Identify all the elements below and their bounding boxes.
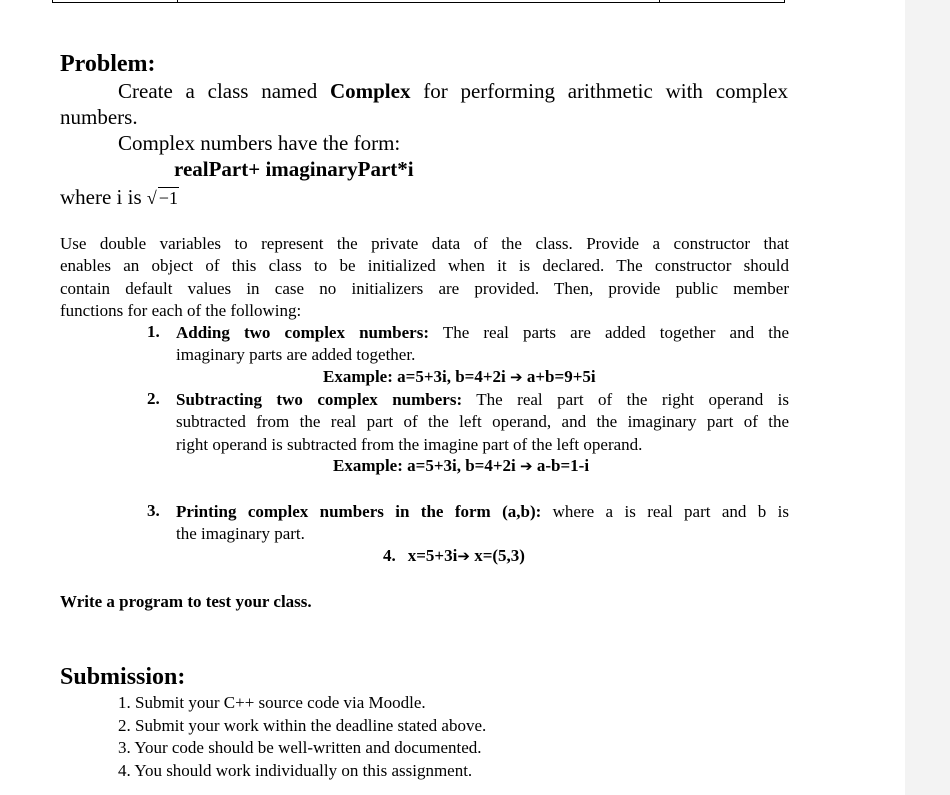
intro-line-1 [118, 79, 788, 104]
example-adding [323, 367, 596, 387]
item-line [176, 389, 789, 411]
table-bottom-edge [52, 0, 785, 3]
example-result: a+b=9+5i [522, 367, 596, 386]
class-name: Complex [329, 79, 411, 103]
item-line: imaginary parts are added together. [176, 345, 416, 365]
description-paragraph [60, 233, 789, 322]
item-line: subtracted from the real part of the left operand, and the imaginary part of the [176, 412, 789, 432]
sqrt-radicand: −1 [158, 188, 178, 208]
item-printing-example [383, 546, 525, 566]
arrow-icon: ➔ [457, 547, 470, 565]
item-line [176, 322, 789, 344]
item-text: The real parts are added together and the [429, 323, 789, 342]
where-line [60, 185, 179, 210]
example-text: x=5+3i [407, 546, 458, 565]
item-number: 1. [147, 322, 160, 341]
submission-item: 3. Your code should be well-written and documented. [118, 738, 482, 757]
intro-text: Create a class named [118, 79, 330, 103]
item-number: 3. [147, 501, 160, 520]
item-title: Subtracting two complex numbers: [176, 390, 463, 409]
paragraph-line: functions for each of the following: [60, 300, 302, 320]
viewer-side-gutter [905, 0, 950, 795]
item-number: 4. [383, 546, 396, 565]
item-line: the imaginary part. [176, 524, 305, 544]
item-text: The real part of the right operand is [462, 390, 790, 409]
submission-item: 4. You should work individually on this assignment. [118, 760, 473, 780]
item-subtracting [176, 389, 789, 456]
example-result: x=(5,3) [469, 546, 525, 565]
submission-list [118, 692, 486, 782]
item-text: where a is real part and b is [541, 502, 789, 521]
where-text: where i is [60, 185, 147, 209]
arrow-icon: ➔ [510, 368, 523, 386]
submission-item: 1. Submit your C++ source code via Moodle. [118, 693, 426, 712]
example-subtracting [333, 456, 589, 476]
paragraph-line: enables an object of this class to be initialized when it is declared. The constructor should [60, 256, 789, 276]
arrow-icon: ➔ [520, 457, 533, 475]
intro-text: for performing arithmetic with complex [410, 79, 788, 103]
paragraph-line: contain default values in case no initializers are provided. Then, provide public member [60, 278, 789, 298]
item-title: Printing complex numbers in the form (a,b): [176, 502, 542, 521]
example-text: Example: a=5+3i, b=4+2i [323, 367, 511, 386]
item-line [176, 501, 789, 523]
example-text: Example: a=5+3i, b=4+2i [333, 456, 521, 475]
problem-heading: Problem: [60, 51, 156, 77]
form-expression: realPart+ imaginaryPart*i [174, 157, 414, 181]
example-result: a-b=1-i [532, 456, 590, 475]
form-label: Complex numbers have the form: [118, 131, 401, 155]
item-title: Adding two complex numbers: [176, 323, 429, 342]
write-program-instruction: Write a program to test your class. [60, 592, 312, 611]
item-number: 2. [147, 389, 160, 408]
submission-item: 2. Submit your work within the deadline stated above. [118, 715, 487, 735]
sqrt-expression: √ −1 [146, 188, 178, 208]
item-printing [176, 501, 789, 546]
table-divider [177, 0, 178, 3]
submission-heading: Submission: [60, 664, 186, 690]
table-divider [659, 0, 660, 3]
item-line: right operand is subtracted from the imagine part of the left operand. [176, 434, 643, 454]
paragraph-line: Use double variables to represent the private data of the class. Provide a constructor that [60, 234, 789, 253]
item-adding [176, 322, 789, 367]
intro-line-2: numbers. [60, 105, 138, 129]
